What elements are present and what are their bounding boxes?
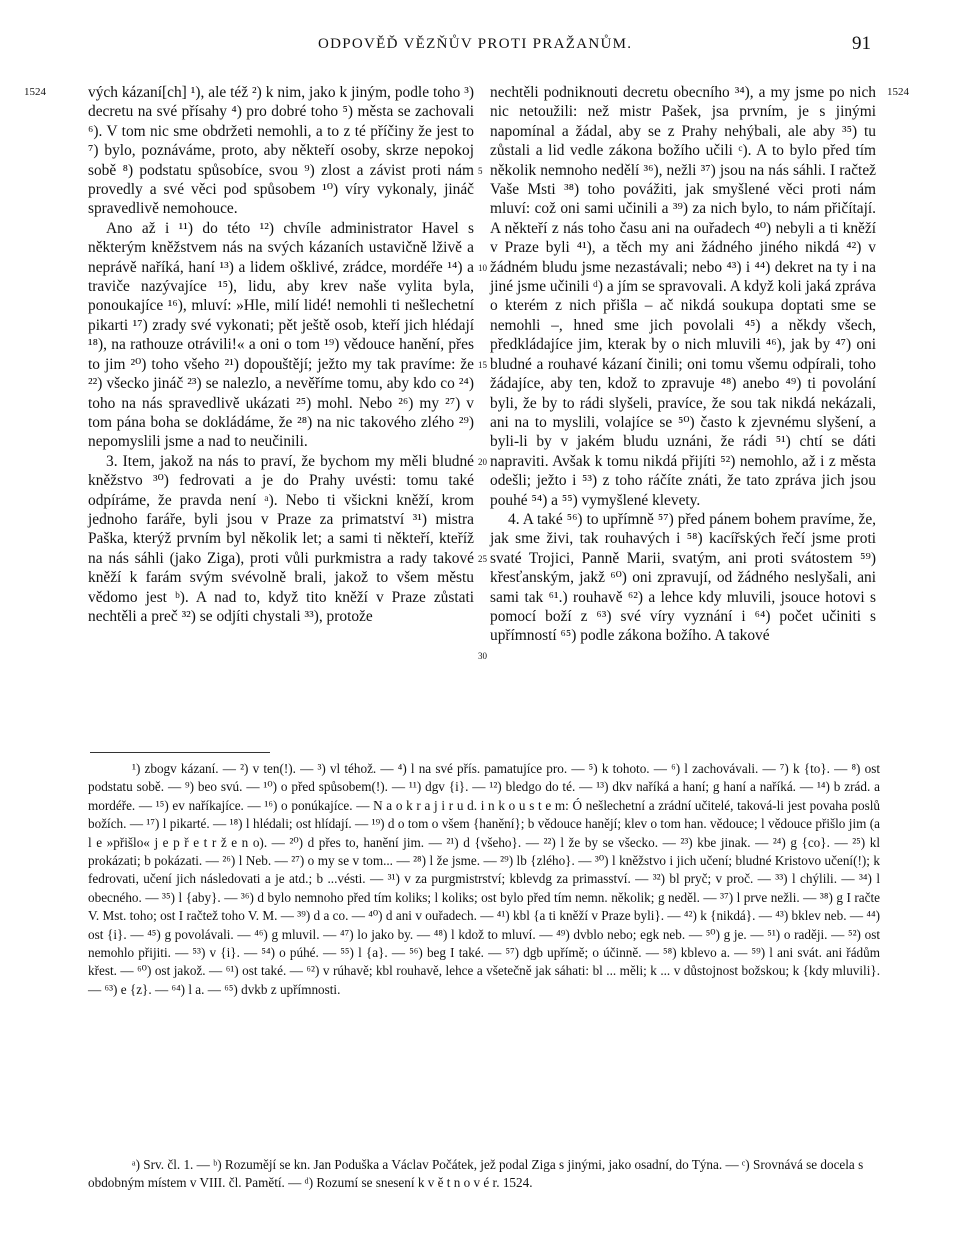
right-column xyxy=(490,83,876,646)
margin-year-right: 1524 xyxy=(887,86,909,98)
paragraph: 3. Item, jakož na nás to praví, že bychom my měli bludné kněžstvo ³⁰) fedrovati a je do Prahy uvésti: tomu také odpíráme, že pravda není ᵃ). Nebo ti všickni kněží, krom jednoho faráře, byli jsou v Praze za primatství ³¹) mistra Paška, kterýž prvním byl několik let; a sami ti někteří, kteříž na nás sáhli (jako Ziga), proti vůli purkmistra a rady takové kněží k farám svým svévolně brali, jakož to všem městu vědomo jest ᵇ). A nad to, když tito kněží v Praze zůstati nechtěli a preč ³²) se odjíti chystali ³³), protože xyxy=(88,452,474,625)
page-header xyxy=(0,33,960,60)
line-number: 5 xyxy=(478,166,483,176)
footnotes xyxy=(88,760,880,999)
paragraph: vých kázaní[ch] ¹), ale též ²) k nim, jako k jiným, podle toho ³) decretu na své přísahy ⁴) pro dobré toho ⁵) města se zachovali ⁶). V tom nic sme obdržeti nemohli, a to z té příčiny že jest to ⁷) bylo, poznáváme, proto, aby někteří osoby, skrze nepokoj sobě ⁸) podstatu spůsobíce, svou ⁹) zlost a závist proti nám provedly a své věci pod spůsobem ¹⁰) víry vykonaly, jináč spravedlivě nemohouce. xyxy=(88,84,474,218)
paragraph: nechtěli podniknouti decretu obecního ³⁴), a my jsme po nich nic netoužili: než mistr Pašek, jsa prvním, je s jinými napomínal a žádal, aby se z Prahy nehýbali, ale aby ³⁵) tu zůstali a lid vedle zákona božího učili ᶜ). A to bylo před tím několik nemnoho nedělí ³⁶), nežli ³⁷) jsou na nás sáhli. I račtež Vaše Msti ³⁸) toho povážiti, jak smyšlené věci proti nám mluví: což oni sami učinili a ³⁹) za nich bylo, to nám přičítají. A někteří z nás toho času ani na ouřadech ⁴⁰) nebyli a ti kněží v Praze byli ⁴¹), a těch my ani žádného jiného nikdá ⁴²) v žádném bludu jsme nezastávali; nebo ⁴³) i ⁴⁴) dekret na ty i na jiné jsme učinili ᵈ) a jím se spravovali. A když koli jaká zpráva o kterém z nich přišla – ač nikdá soukupa doptati sme se nemohli –, hned sme jich povolali ⁴⁵) a někdy všech, předkládajíce jim, kterak by o nich mluvili ⁴⁶), jak by ⁴⁷) oni bludné a rouhavé kázaní činili; oni tomu všemu odpírali, toho žádajíce, aby ten, kdož to zpravuje ⁴⁸) anebo ⁴⁹) ti povolání byli, že by to rádi slyšeli, pravíce, že sou tak nikdá nekázali, ani na to myslili, volajíce se ⁵⁰) často k zjevnému slyšení, a byli-li by v jakém bludu uznáni, že rádi ⁵¹) chtí se dáti napraviti. Avšak k tomu nikdá přijíti ⁵²) nemohlo, až i z města odešli; ježto i ⁵³) z toho ráčíte znáti, že tato zpráva jich jsou pouhé ⁵⁴) a ⁵⁵) vymyšlené klevety. xyxy=(490,84,876,509)
paragraph: 4. A také ⁵⁶) to upřímně ⁵⁷) před pánem bohem pravíme, že, jak sme živi, tak rouhavých i ⁵⁸) kacířských řečí jsme proti svaté Trojici, Panně Marii, svatým, ani proti svátostem ⁵⁹) křesťanským, jakž ⁶⁰) oni zpravují, od žádného neslyšali, ani sami tak ⁶¹.) rouhavě ⁶²) a lehce kdy mluvili, jsouce hotovi s pomocí boží z ⁶³) své víry vyznání i ⁶⁴) počet učiniti s upřímností ⁶⁵) podle zákona božího. A takové xyxy=(490,510,876,645)
footnote-block: ¹) zbogv kázaní. — ²) v ten(!). — ³) vl téhož. — ⁴) l na své přís. pamatujíce pro. — ⁵) k tohoto. — ⁶) l zachovávali. — ⁷) k {to}. — ⁸) ost podstatu sobě. — ⁹) beo svú. — ¹⁰) o před spůsobem(!). — ¹¹) dgv {i}. — ¹²) bledgo do té. — ¹³) dkv naříká a haní; g haní a naříká. — ¹⁴) b zrád. a mordéře. — ¹⁵) ev naříkajíce. — ¹⁶) o ponúkajíce. — N a o k r a j i r u d. i n k o u s t e m: Ó nešlechetní a zrádní učitelé, taková-li jest povaha poslů božích. — ¹⁷) l pikarté. — ¹⁸) l hlédali; ost hlídají. — ¹⁹) d o tom o všem {hanění}; b vědouce hanějí; klev o tom han. vědouce; l vědouce přišlo jim (a l e »přišlo« j e p ř e t r ž e n o). — ²⁰) d přes to, hanění jim. — ²¹) d {všeho}. — ²²) l že by se všecko. — ²³) kbe jinak. — ²⁴) g {co}. — ²⁵) kl prokázati; b pokázati. — ²⁶) l Neb. — ²⁷) o my se v tom... — ²⁸) l že jsme. — ²⁹) lb {zlého}. — ³⁰) l kněžstvo i jich učení; bludné Kristovo učení(!); k fedrovati, učení jich následovati a je atd.; b ...vésti. — ³¹) v za purgmistrství; kblevdg za primasství. — ³²) bl pryč; v proč. — ³³) l chýlili. — ³⁴) l obecného. — ³⁵) l {aby}. — ³⁶) d bylo nemnoho před tím koliks; l koliks; ost bylo před tím nemn. několik; g neděl. — ³⁷) l prve nežli. — ³⁸) g I račte V. Mst. toho; ost I račtež toho V. M. — ³⁹) d a co. — ⁴⁰) d ani v ouřadech. — ⁴¹) kbl {a ti kněží v Praze byli}. — ⁴²) k {nikdá}. — ⁴³) bklev neb. — ⁴⁴) ost {i}. — ⁴⁵) g povolávali. — ⁴⁶) g mluvil. — ⁴⁷) lo jako by. — ⁴⁸) l kdož to mluví. — ⁴⁹) dvblo nebo; egk neb. — ⁵⁰) g je. — ⁵¹) o raději. — ⁵²) ost nemohlo přijiti. — ⁵³) v {i}. — ⁵⁴) o púhé. — ⁵⁵) l {a}. — ⁵⁶) beg I také. — ⁵⁷) dgb upřímě; o účinně. — ⁵⁸) kblevo a. — ⁵⁹) l ani svát. ani řádům křest. — ⁶⁰) ost jakož. — ⁶¹) ost také. — ⁶²) v rúhavě; kbl rouhavě, lehce a všetečně jak sáhati: bl ... měli; k ... v důstojnost božskou; k {kdy mluvili}. — ⁶³) e {z}. — ⁶⁴) l a. — ⁶⁵) dvkb z upřímnosti. xyxy=(88,761,880,997)
line-number: 20 xyxy=(478,457,487,467)
left-column xyxy=(88,83,474,626)
margin-year-left: 1524 xyxy=(24,86,46,98)
line-number: 25 xyxy=(478,554,487,564)
editor-note-block: ᵃ) Srv. čl. 1. — ᵇ) Rozumějí se kn. Jan Poduška a Václav Počátek, jež podal Ziga s jinými, jako osadní, do Týna. — ᶜ) Srovnává se docela s obdobným místem v VIII. čl. Pamětí. — ᵈ) Rozumí se snesení k v ě t n o v é r. 1524. xyxy=(88,1157,864,1191)
paragraph: Ano až i ¹¹) do této ¹²) chvíle administrator Havel s některým kněžstvem nás na svých kázaních ustavičně lživě a neprávě naříká, haní ¹³) a lidem ošklivé, zrádce, mordéře ¹⁴) a traviče nazývajíce ¹⁵), lidu, aby krev naše vylita byla, ponoukajíce ¹⁶), mluví: »Hle, milí lidé! nemohli ti nešlechetní pikarti ¹⁷) zrady své vykonati; pět ještě osob, kteří jich hlédají ¹⁸), na rathouze otrávili!« a oni o tom ¹⁹) vědouce hanění, přes to jim ²⁰) toho všeho ²¹) dopouštějí; ježto my tak pravíme: že ²²) všecko jináč ²³) se nalezlo, a nevěříme tomu, aby kdo co ²⁴) toho na nás spravedlivě ukázati ²⁵) mohl. Nebo ²⁶) my ²⁷) v tom pána boha se dokládáme, že ²⁸) na nic takového zlého ²⁹) nepomyslili jsme a nad to neučinili. xyxy=(88,219,474,451)
line-number: 30 xyxy=(478,651,487,661)
running-head: ODPOVĚĎ VĚZŇŮV PROTI PRAŽANŮM. xyxy=(318,36,633,52)
editor-notes xyxy=(88,1156,880,1193)
footnote-rule xyxy=(90,752,270,753)
page-number: 91 xyxy=(852,33,871,54)
line-number: 15 xyxy=(478,360,487,370)
line-number: 10 xyxy=(478,263,487,273)
